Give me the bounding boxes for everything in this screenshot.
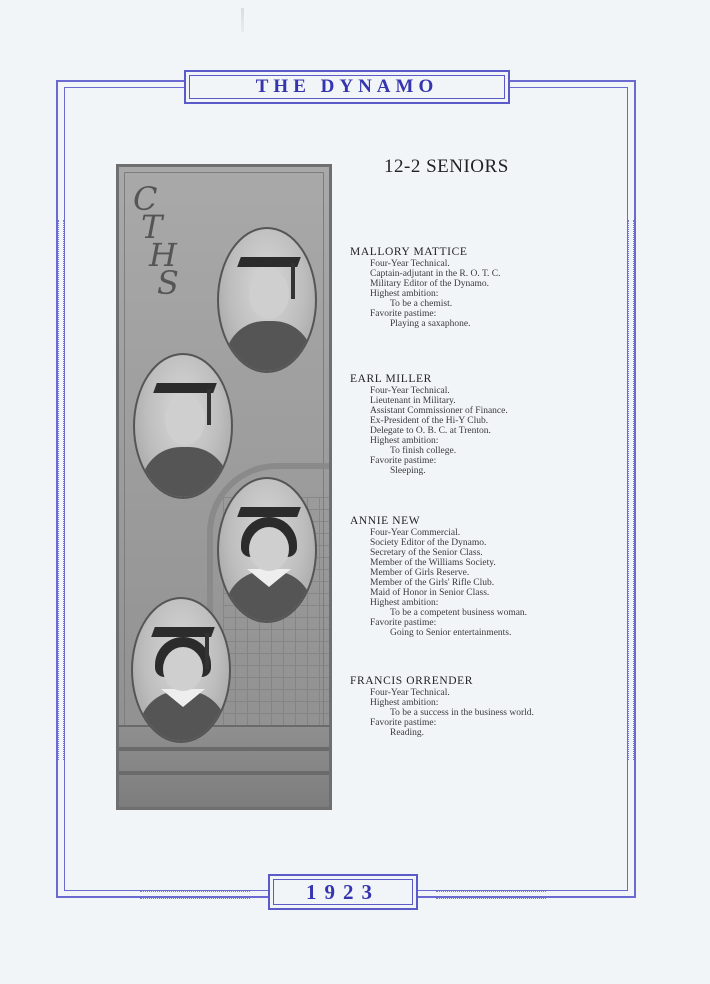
entry-line: Ex-President of the Hi-Y Club. [370,416,489,426]
entry-line: Member of the Girls' Rifle Club. [370,578,495,588]
photo-panel [116,164,332,810]
cap-tassel [205,633,209,669]
footer-ornament-right [436,891,546,899]
entry-line: Member of Girls Reserve. [370,568,470,578]
senior-name: FRANCIS ORRENDER [350,675,474,687]
entry-line: Four-Year Technical. [370,259,450,269]
monogram-letter: S [157,264,179,302]
senior-name: ANNIE NEW [350,515,421,527]
senior-entry [350,372,508,476]
entry-line: Highest ambition: [370,598,439,608]
entry-line: Society Editor of the Dynamo. [370,538,487,548]
panel-railing [119,771,329,775]
cap-tassel [291,263,295,299]
entry-line: To finish college. [390,446,457,456]
entry-line: Four-Year Technical. [370,688,450,698]
header-title: THE DYNAMO [255,76,439,97]
senior-name: EARL MILLER [350,373,432,385]
entry-line: Secretary of the Senior Class. [370,548,483,558]
left-border-ornament [58,220,64,760]
entry-line: Going to Senior entertainments. [390,628,512,638]
entry-line: Military Editor of the Dynamo. [370,279,489,289]
face [249,527,289,571]
entry-line: To be a success in the business world. [390,708,534,718]
entry-line: Favorite pastime: [370,718,437,728]
paper-mark [241,8,244,32]
entry-line: Lieutenant in Military. [370,396,456,406]
section-title: 12-2 SENIORS [384,156,509,177]
entry-line: Assistant Commissioner of Finance. [370,406,508,416]
panel-railing [119,747,329,751]
entry-line: Favorite pastime: [370,309,437,319]
footer-ornament-left [140,891,250,899]
entry-line: Sleeping. [390,466,426,476]
entry-line: Reading. [390,728,425,738]
entry-line: Four-Year Commercial. [370,528,461,538]
right-border-ornament [628,220,634,760]
entry-line: Maid of Honor in Senior Class. [370,588,490,598]
entry-line: Four-Year Technical. [370,386,450,396]
senior-entry [350,674,534,738]
senior-entry [350,514,527,638]
mortarboard-cap [237,507,301,517]
entry-line: Highest ambition: [370,698,439,708]
entry-line: To be a competent business woman. [390,608,528,618]
entry-line: Favorite pastime: [370,618,437,628]
senior-name: MALLORY MATTICE [350,246,468,258]
school-monogram [133,180,179,302]
footer-year: 1923 [306,879,380,904]
monogram-letter: T [141,208,163,246]
senior-entry [350,245,501,329]
entry-line: Favorite pastime: [370,456,437,466]
header-banner [184,70,510,104]
portrait-francis-orrender [131,597,231,743]
entry-line: Highest ambition: [370,436,439,446]
entry-line: Captain-adjutant in the R. O. T. C. [370,269,501,279]
cap-tassel [207,389,211,425]
entry-line: To be a chemist. [390,299,453,309]
entry-line: Delegate to O. B. C. at Trenton. [370,426,491,436]
monogram-letter: C [133,180,158,218]
portrait-annie-new [217,477,317,623]
face [249,269,289,319]
entry-line: Highest ambition: [370,289,439,299]
portrait-earl-miller [133,353,233,499]
face [165,395,205,445]
monogram-letter: H [149,236,177,274]
gown [225,321,313,373]
entry-line: Member of the Williams Society. [370,558,496,568]
footer-banner [268,874,418,910]
entry-line: Playing a saxaphone. [390,319,471,329]
gown [141,447,229,499]
portrait-mallory-mattice [217,227,317,373]
face [163,647,203,691]
